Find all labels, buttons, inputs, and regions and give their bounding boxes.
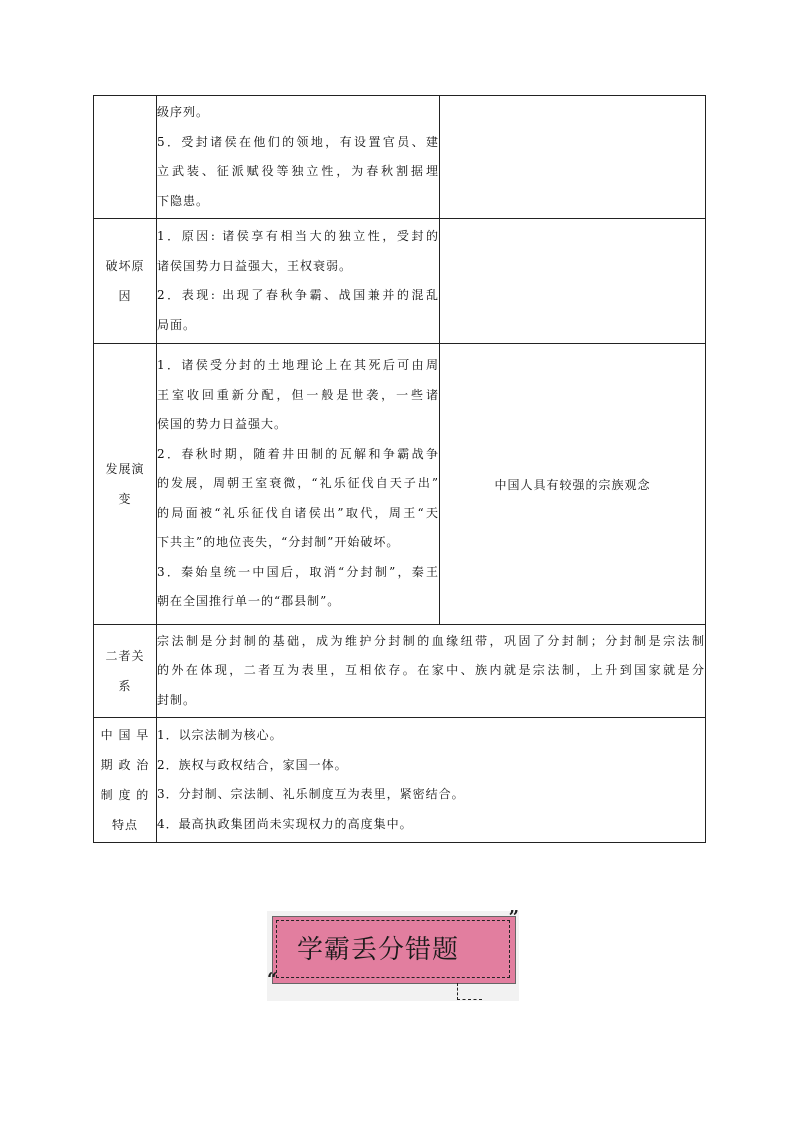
table-row [94, 96, 706, 219]
row-label: 发展演 变 [94, 344, 157, 625]
row-label: 破坏原 因 [94, 219, 157, 344]
row-note: 中国人具有较强的宗族观念 [440, 344, 706, 625]
row-content: 宗法制是分封制的基础，成为维护分封制的血缘纽带，巩固了分封制；分封制是宗法制 的外在体现，二者互为表里，互相依存。在家中、族内就是宗法制，上升到国家就是分 封制。 [157, 625, 706, 718]
close-quote-mark: ” [508, 907, 519, 928]
row-note [440, 219, 706, 344]
table-row [94, 219, 706, 344]
row-content: 1．原因: 诸侯享有相当大的独立性，受封的 诸侯国势力日益强大，王权衰弱。 2．表现: 出现了春秋争霸、战国兼并的混乱 局面。 [157, 219, 440, 344]
row-content: 1．诸侯受分封的土地理论上在其死后可由周 王室收回重新分配，但一般是世袭，一些诸 侯国的势力日益强大。 2．春秋时期，随着井田制的瓦解和争霸战争 的发展，周朝王室衰微，“礼乐征伐自天子出” 的局面被“礼乐征伐自诸侯出”取代，周王“天 下共主”的地位丧失，“分封制”开始破坏。 3．秦始皇统一中国后，取消“分封制”，秦王 朝在全国推行单一的“郡县制”。 [157, 344, 440, 625]
row-content: 级序列。 5．受封诸侯在他们的领地，有设置官员、建 立武装、征派赋役等独立性，为春秋割据埋 下隐患。 [157, 96, 440, 219]
row-label: 中 国 早 期 政 治 制 度 的 特点 [94, 718, 157, 843]
speech-bubble-tail [457, 983, 482, 1000]
table-row [94, 344, 706, 625]
table-row [94, 625, 706, 718]
content-table [93, 95, 706, 843]
row-note [440, 96, 706, 219]
row-label: 二者关 系 [94, 625, 157, 718]
section-banner [267, 907, 519, 1001]
row-content: 1．以宗法制为核心。 2．族权与政权结合，家国一体。 3．分封制、宗法制、礼乐制度互为表里，紧密结合。 4．最高执政集团尚未实现权力的高度集中。 [157, 718, 706, 843]
open-quote-mark: “ [267, 969, 278, 990]
table-row [94, 718, 706, 843]
banner-title: 学霸丢分错题 [297, 935, 460, 965]
row-label [94, 96, 157, 219]
